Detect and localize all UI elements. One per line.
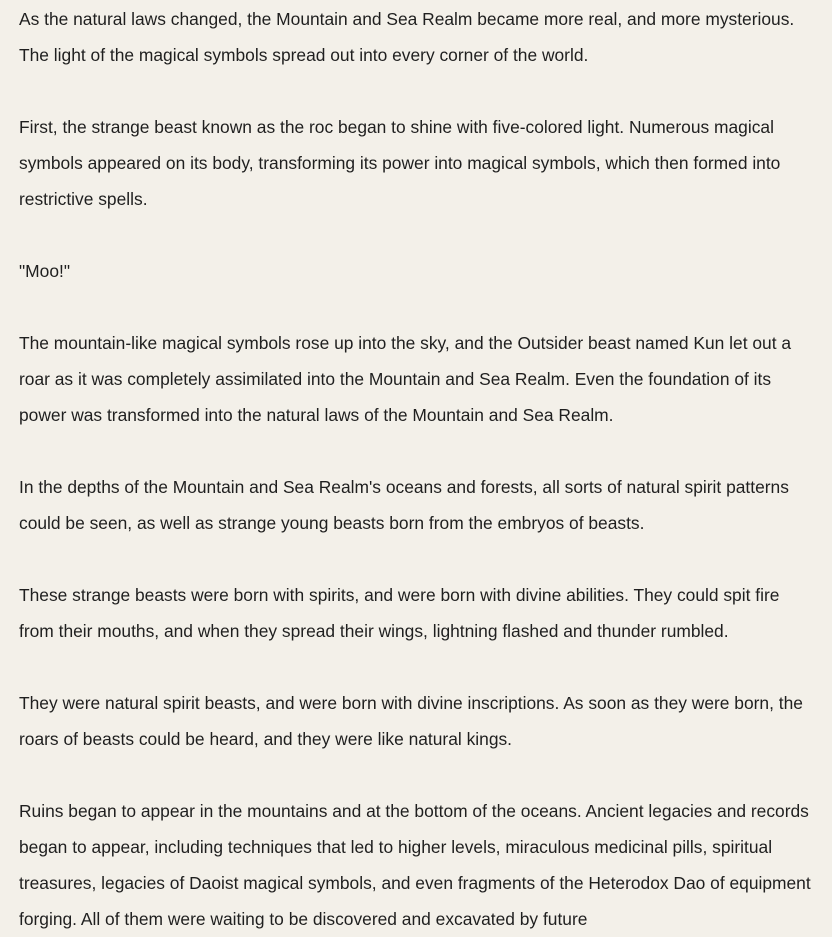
paragraph: In the depths of the Mountain and Sea Realm's oceans and forests, all sorts of natural spirit patterns could be seen, as well as strange young beasts born from the embryos of beasts. [19, 477, 789, 533]
paragraph: "Moo!" [19, 261, 71, 281]
paragraph: As the natural laws changed, the Mountain and Sea Realm became more real, and more mysterious. The light of the magical symbols spread out into every corner of the world. [19, 9, 795, 65]
paragraph: These strange beasts were born with spirits, and were born with divine abilities. They could spit fire from their mouths, and when they spread their wings, lightning flashed and thunder rumbled. [19, 585, 780, 641]
paragraph: First, the strange beast known as the roc began to shine with five-colored light. Numerous magical symbols appeared on its body, transforming its power into magical symbols, which then formed into restrictive spells. [19, 117, 781, 209]
paragraph: Ruins began to appear in the mountains and at the bottom of the oceans. Ancient legacies and records began to appear, including techniques that led to higher levels, miraculous medicinal pills, spiritual treasures, legacies of Daoist magical symbols, and even fragments of the Heterodox Dao of equipment forging. All of them were waiting to be discovered and excavated by future [19, 801, 811, 929]
paragraph: The mountain-like magical symbols rose up into the sky, and the Outsider beast named Kun let out a roar as it was completely assimilated into the Mountain and Sea Realm. Even the foundation of its power was transformed into the natural laws of the Mountain and Sea Realm. [19, 333, 792, 425]
paragraph: They were natural spirit beasts, and were born with divine inscriptions. As soon as they were born, the roars of beasts could be heard, and they were like natural kings. [19, 693, 803, 749]
